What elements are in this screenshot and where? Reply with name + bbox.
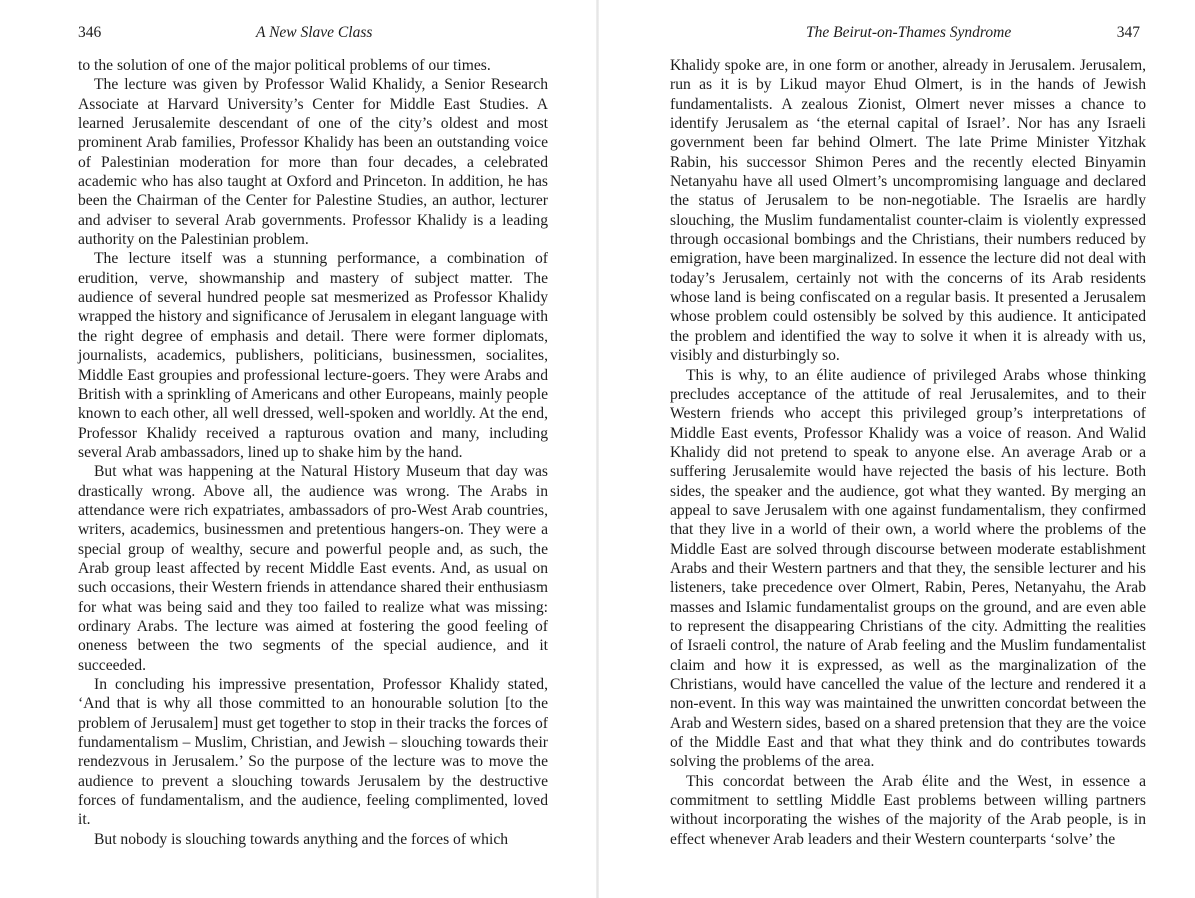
right-page-header [670,24,1140,48]
running-title: A New Slave Class [256,24,373,41]
right-page-body [670,56,1146,849]
left-page-header [78,24,548,48]
paragraph: But what was happening at the Natural History Museum that day was drastically wrong. Above all, the audience was wrong. The Arabs in attendance were rich expatriates, ambassadors of pro-West Arab countries, writers, academics, businessmen and pretentious hangers-on. They were a special group of wealthy, secure and powerful people and, as such, the Arab group least affected by recent Middle East events. And, as usual on such occasions, their Western friends in attendance shared their enthusiasm for what was being said and they too failed to realize what was missing: ordinary Arabs. The lecture was aimed at fostering the good feeling of oneness between the two segments of the special audience, and it succeeded. [78,463,548,674]
paragraph: to the solution of one of the major political problems of our times. [78,57,491,74]
paragraph: This concordat between the Arab élite and the West, in essence a commitment to settling Middle East problems between willing partners without incorporating the wishes of the majority of the Arab people, is in effect whenever Arab leaders and their Western counterparts ‘solve’ the [670,772,1146,848]
left-page-body [78,56,548,849]
paragraph: The lecture itself was a stunning performance, a combination of erudition, verve, showmanship and mastery of subject matter. The audience of several hundred people sat mesmerized as Professor Khalidy wrapped the history and significance of Jerusalem in elegant language with the right degree of emphasis and detail. There were former diplomats, journalists, academics, publishers, politicians, businessmen, socialites, Middle East groupies and professional lecture-goers. They were Arabs and British with a sprinkling of Americans and other Europeans, mainly people known to each other, all well dressed, well-spoken and worldly. At the end, Professor Khalidy received a rapturous ovation and many, including several Arab ambassadors, lined up to shake him by the hand. [78,250,548,461]
page-number: 347 [1116,24,1140,41]
running-title: The Beirut-on-Thames Syndrome [806,24,1012,41]
page-number: 346 [78,24,102,41]
paragraph: The lecture was given by Professor Walid Khalidy, a Senior Research Associate at Harvard University’s Center for Middle East Studies. A learned Jerusalemite descendant of one of the city’s oldest and most prominent Arab families, Professor Khalidy has been an outstanding voice of Palestinian moderation for more than four decades, a celebrated academic who has also taught at Oxford and Princeton. In addition, he has been the Chairman of the Center for Palestine Studies, an author, lecturer and adviser to several Arab governments. Professor Khalidy is a leading authority on the Palestinian problem. [78,76,548,249]
paragraph: In concluding his impressive presentation, Professor Khalidy stated, ‘And that is why all those committed to an honourable solution [to the problem of Jerusalem] must get together to stop in their tracks the forces of fundamentalism – Muslim, Christian, and Jewish – slouching towards their rendezvous in Jerusalem.’ So the purpose of the lecture was to move the audience to prevent a slouching towards Jerusalem by the destructive forces of fundamentalism, and the audience, feeling complimented, loved it. [78,676,548,829]
paragraph: This is why, to an élite audience of privileged Arabs whose thinking precludes acceptance of the attitude of real Jerusalemites, and to their Western friends who accept this privileged group’s interpretations of Middle East events, Professor Khalidy was a voice of reason. And Walid Khalidy did not pretend to speak to anyone else. An average Arab or a suffering Jerusalemite would have rejected the basis of his lecture. Both sides, the speaker and the audience, got what they wanted. By merging an appeal to save Jerusalem with one against fundamentalism, they confirmed that they live in a world of their own, a world where the problems of the Middle East are solved through discourse between moderate establishment Arabs and their Western partners and that they, the sensible lecturer and his listeners, take precedence over Olmert, Rabin, Peres, Netanyahu, the Arab masses and Islamic fundamentalist groups on the ground, and are even able to represent the disappearing Christians of the city. Admitting the realities of Israeli control, the nature of Arab feeling and the Muslim fundamentalist claim and how it is expressed, as well as the marginalization of the Christians, would have cancelled the value of the lecture and rendered it a non-event. In this way was maintained the unwritten concordat between the Arab and Western sides, based on a shared pretension that they are the voice of the Middle East and that what they think and do contributes towards solving the problems of the area. [670,366,1146,771]
right-page [598,0,1195,898]
paragraph: But nobody is slouching towards anything and the forces of which [94,830,509,848]
paragraph: Khalidy spoke are, in one form or another, already in Jerusalem. Jerusalem, run as it is by Likud mayor Ehud Olmert, is in the hands of Jewish fundamentalists. A zealous Zionist, Olmert never misses a chance to identify Jerusalem as ‘the eternal capital of Israel’. Nor has any Israeli government been far behind Olmert. The late Prime Minister Yitzhak Rabin, his successor Shimon Peres and the recently elected Binyamin Netanyahu have all used Olmert’s uncompromising language and declared the status of Jerusalem to be non-negotiable. The Israelis are hardly slouching, the Muslim fundamentalist counter-claim is violently expressed through occasional bombings and the Christians, their numbers reduced by emigration, have been marginalized. In essence the lecture did not deal with today’s Jerusalem, certainly not with the concerns of its Arab residents whose land is being confiscated on a regular basis. It presented a Jerusalem whose problem could ostensibly be solved by this audience. It anticipated the problem and identified the way to solve it when it is already with us, visibly and disturbingly so. [670,57,1146,365]
